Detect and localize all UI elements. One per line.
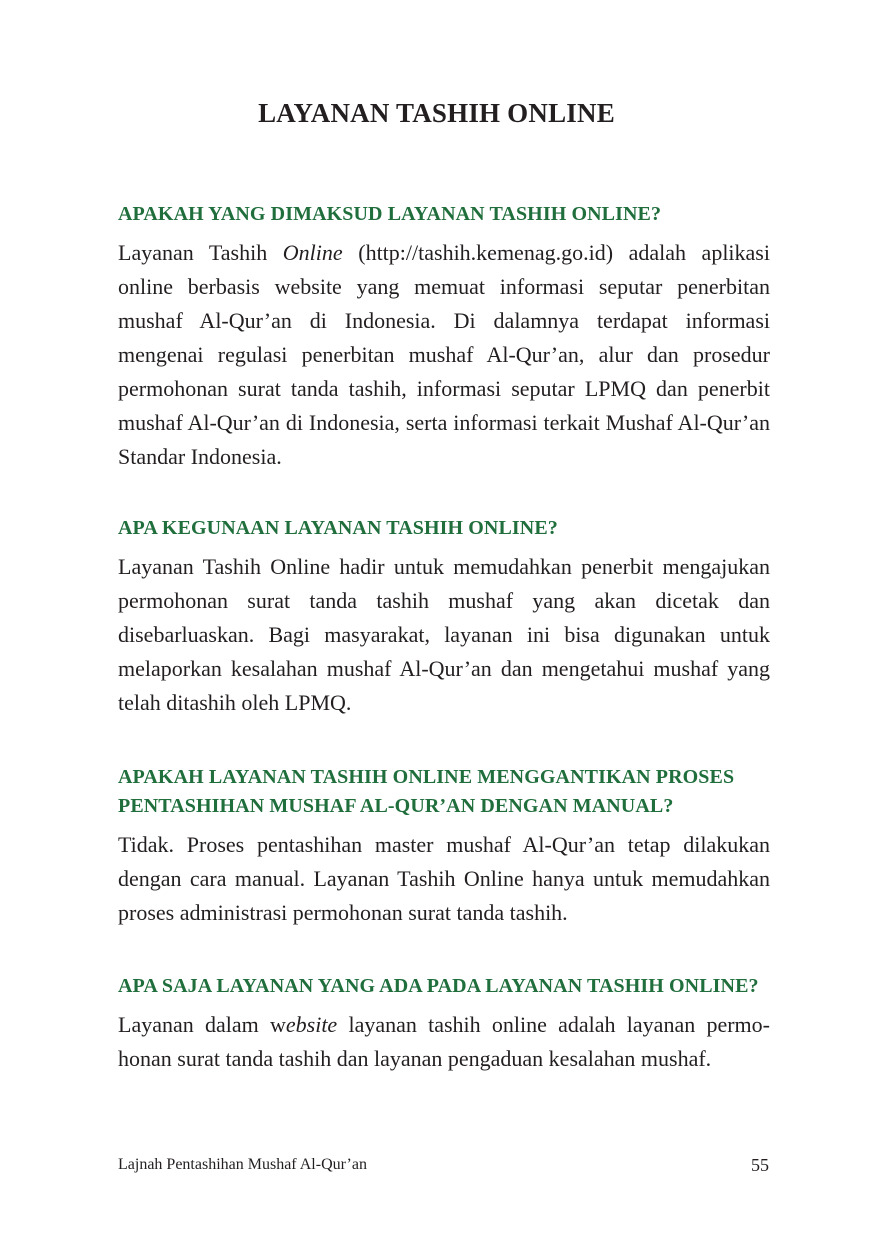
faq-section-purpose	[118, 514, 770, 720]
answer-text: (http://tashih.kemenag.go.id) adalah aplikasi online berbasis website yang memuat informasi seputar penerbitan mushaf Al-Qur’an di Indonesia. Di dalamnya terdapat informasi mengenai regulasi penerbitan mushaf Al-Qur’an, alur dan prosedur permohonan surat tanda tashih, informasi seputar LPMQ dan penerbit mushaf Al-Qur’an di Indonesia, serta informasi terkait Mushaf Al-Qur’an Standar Indonesia.	[118, 240, 770, 469]
answer-text: layanan tashih online adalah layanan permohonan surat tanda tashih dan layanan pengaduan kesalahan mushaf.	[118, 1012, 770, 1071]
faq-question: APA KEGUNAAN LAYANAN TASHIH ONLINE?	[118, 517, 558, 539]
footer-publisher: Lajnah Pentashihan Mushaf Al-Qur’an	[118, 1156, 367, 1173]
answer-italic: ebsite	[285, 1012, 338, 1037]
faq-answer: Tidak. Proses pentashihan master mushaf Al-Qur’an tetap dilakukan dengan cara manual. Layanan Tashih Online hanya untuk memudahkan proses administrasi permohonan surat tanda tashih.	[118, 832, 770, 925]
faq-question: APAKAH LAYANAN TASHIH ONLINE MENGGANTIKAN PROSES PENTASHIHAN MUSHAF AL-QUR’AN DENGAN MANUAL?	[118, 766, 735, 817]
faq-section-what-is	[118, 200, 770, 474]
answer-italic: Online	[282, 240, 343, 265]
page-number: 55	[751, 1155, 769, 1175]
faq-answer	[118, 236, 770, 474]
answer-text: Layanan Tashih	[118, 240, 283, 265]
faq-question: APAKAH YANG DIMAKSUD LAYANAN TASHIH ONLINE?	[118, 203, 662, 225]
page-title: LAYANAN TASHIH ONLINE	[258, 98, 615, 128]
faq-section-services	[118, 972, 770, 1076]
faq-answer	[118, 1008, 770, 1076]
faq-answer: Layanan Tashih Online hadir untuk memudahkan penerbit mengajukan permohonan surat tanda tashih mushaf yang akan dicetak dan disebarluaskan. Bagi masyarakat, layanan ini bisa digunakan untuk melaporkan kesalahan mushaf Al-Qur’an dan mengetahui mushaf yang telah ditashih oleh LPMQ.	[118, 554, 770, 715]
faq-question: APA SAJA LAYANAN YANG ADA PADA LAYANAN TASHIH ONLINE?	[118, 975, 759, 997]
answer-text: Layanan dalam w	[118, 1012, 286, 1037]
faq-section-replacement	[118, 763, 770, 930]
